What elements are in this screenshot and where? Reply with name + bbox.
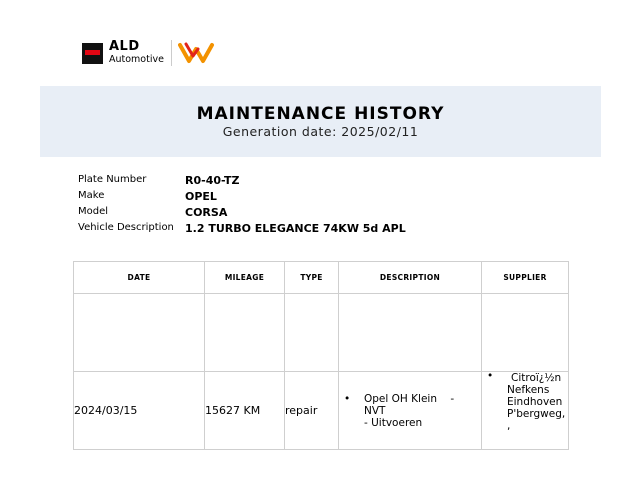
description-value: 1.2 TURBO ELEGANCE 74KW 5d APL <box>185 222 406 235</box>
table-row <box>74 372 569 450</box>
header-mileage: MILEAGE <box>205 262 285 294</box>
ald-logo-name: ALD <box>109 39 140 54</box>
generation-date: Generation date: 2025/02/11 <box>222 124 419 139</box>
make-value: OPEL <box>185 190 217 203</box>
cell-supplier <box>482 369 569 450</box>
header-description: DESCRIPTION <box>339 262 482 294</box>
cell-description <box>339 372 482 450</box>
description-label: Vehicle Description <box>78 222 174 233</box>
plate-value: R0-40-TZ <box>185 174 240 187</box>
description-line: NVT <box>364 404 386 417</box>
cell-date: 2024/03/15 <box>74 372 205 450</box>
supplier-line: Citroï¿½n <box>511 371 562 384</box>
report-title: MAINTENANCE HISTORY <box>196 104 445 124</box>
cell-type: repair <box>285 372 339 450</box>
make-label: Make <box>78 190 105 201</box>
report-banner <box>40 86 601 157</box>
header-type: TYPE <box>285 262 339 294</box>
cell-mileage: 15627 KM <box>205 372 285 450</box>
description-bullet: • <box>344 392 351 405</box>
supplier-line: , <box>507 419 511 432</box>
maintenance-table <box>73 261 569 450</box>
table-row-empty <box>74 294 569 372</box>
supplier-line: Eindhoven <box>507 395 563 408</box>
supplier-bullet: • <box>487 369 494 382</box>
description-line: - Uitvoeren <box>364 416 423 429</box>
logo-divider <box>171 40 172 66</box>
header-supplier: SUPPLIER <box>482 262 569 294</box>
table-header-row <box>74 262 569 294</box>
header-date: DATE <box>74 262 205 294</box>
plate-label: Plate Number <box>78 174 147 185</box>
ald-logo-mark <box>82 43 103 64</box>
brand-w-icon <box>178 40 218 66</box>
model-value: CORSA <box>185 206 228 219</box>
supplier-line: P'bergweg, <box>507 407 566 420</box>
model-label: Model <box>78 206 109 217</box>
description-line: Opel OH Klein - <box>364 392 455 405</box>
ald-logo-subtitle: Automotive <box>109 54 164 65</box>
supplier-line: Nefkens <box>507 383 550 396</box>
